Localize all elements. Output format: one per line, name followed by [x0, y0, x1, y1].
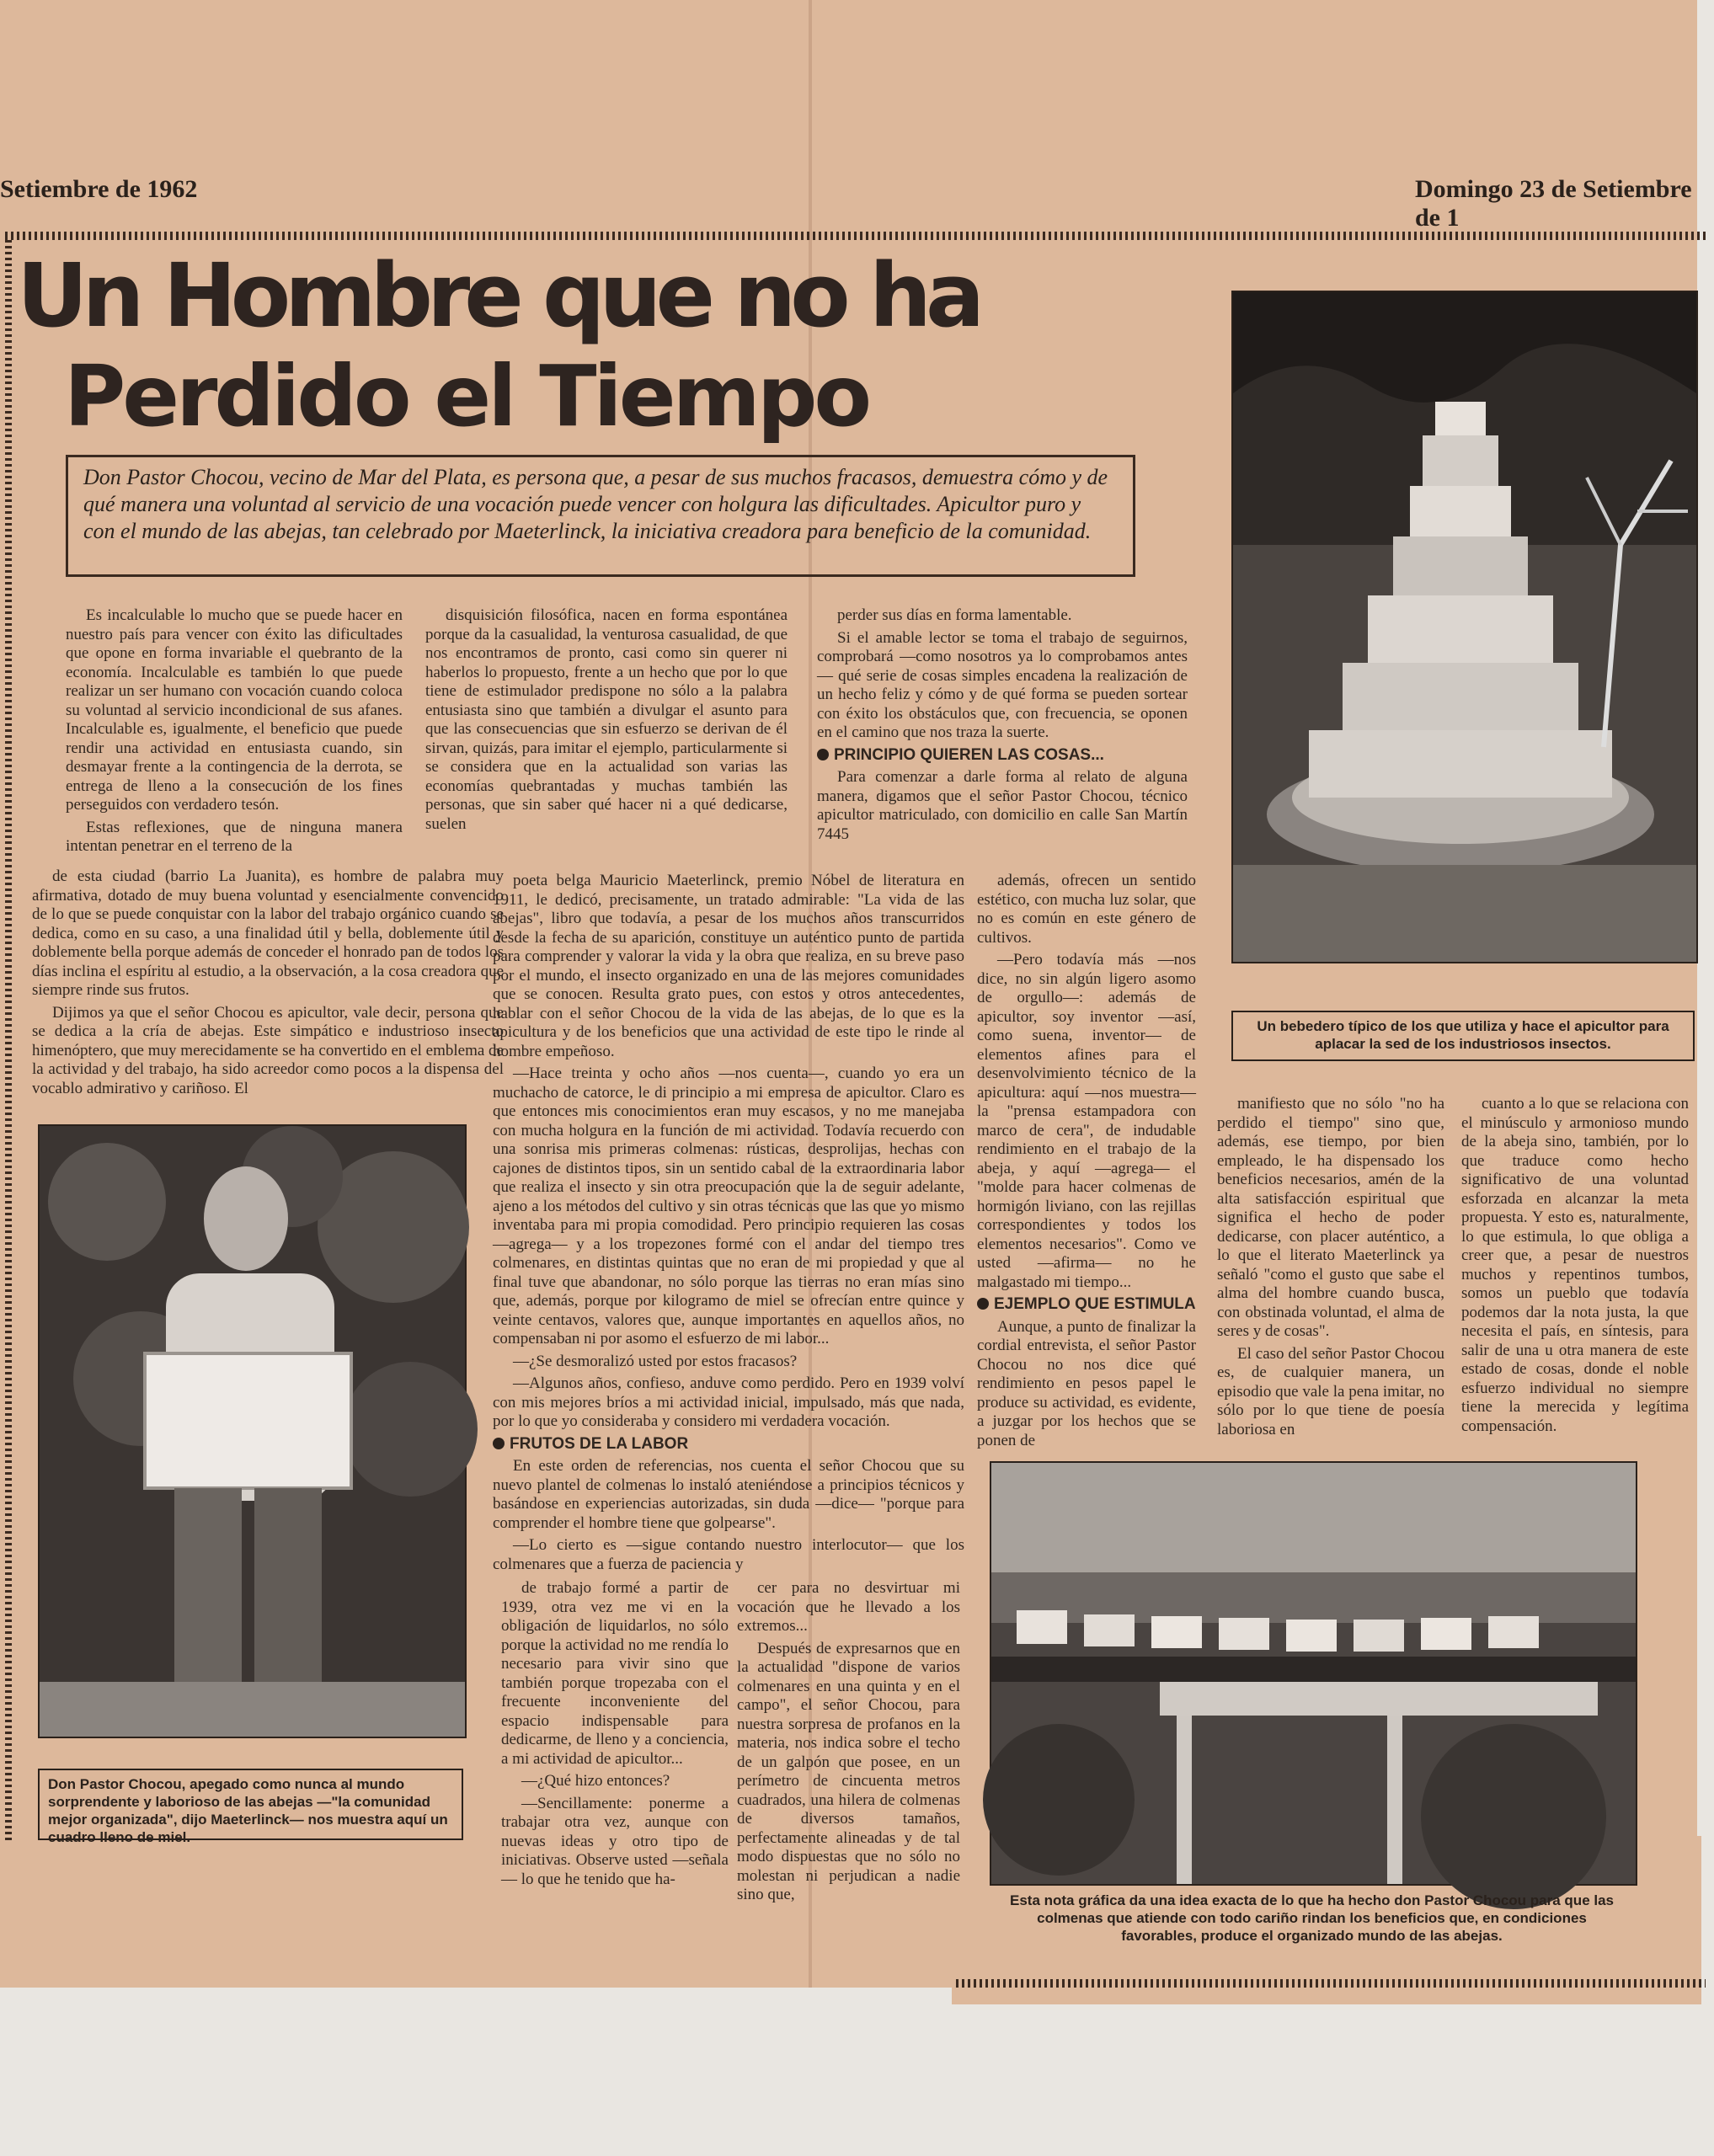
- paragraph: Es incalculable lo mucho que se puede hacer en nuestro país para vencer con éxito las dificultades que opone en forma invariable el quebranto de la economía. Incalculable es también lo que puede realizar un ser humano con vocación cuando coloca su voluntad al servicio incondicional de sus afanes. Incalculable es, igualmente, el beneficio que puede rendir una actividad en entusiasta cuando, sin desmayar frente a la contingencia de la derrota, se entrega de lleno a la consecución de los fines perseguidos con verdadero tesón.: [66, 606, 403, 814]
- bullet-icon: [493, 1438, 505, 1449]
- photo-bebedero: [1231, 291, 1698, 963]
- paragraph: Para comenzar a darle forma al relato de alguna manera, digamos que el señor Pastor Chocou, técnico apicultor matriculado, con domicilio en calle San Martín 7445: [817, 768, 1188, 843]
- paragraph: de esta ciudad (barrio La Juanita), es hombre de palabra muy afirmativa, dotado de muy buena voluntad y esencialmente convencido de lo que se puede conquistar con la labor del trabajo orgánico cuando se dedica, como en su caso, a una finalidad útil y bella, doblemente útil y doblemente bella porque además de conceder el honrado pan de todos los días inclina el espíritu al estudio, a la observación, a la cosa creadora que siempre rinde sus frutos.: [32, 867, 504, 999]
- article-border-left: [5, 240, 12, 1840]
- paragraph: poeta belga Mauricio Maeterlinck, premio Nóbel de literatura en 1911, le dedicó, precisamente, un tratado admirable: "La vida de las abejas", libro que todavía, a pesar de los muchos años transcurridos desde la fecha de su aparición, constituye un auténtico punto de partida para comprender y valorar la vida y la obra que realiza, en su breve paso por el mundo, el insecto organizado en una de las mejores comunidades que se conocen. Resulta grato pues, con estos y otros antecedentes, hablar con el señor Chocou de la vida de las abejas, de lo que es la apicultura y de los beneficios que una actividad de este tipo le rinde al hombre empeñoso.: [493, 872, 964, 1060]
- bebedero-illustration: [1233, 292, 1696, 962]
- paragraph: —Algunos años, confieso, anduve como perdido. Pero en 1939 volví con mis mejores bríos a mi actividad inicial, impulsado, más que nada, por lo que yo consideraba y considero mi verdadera vocación.: [493, 1374, 964, 1430]
- paragraph: además, ofrecen un sentido estético, con mucha luz solar, que no es común en este género de cultivos.: [977, 872, 1196, 947]
- paragraph: Aunque, a punto de finalizar la cordial entrevista, el señor Pastor Chocou no nos dice qué rendimiento en pesos papel le produce su actividad, es evidente, a juzgar por los hechos que se ponen de: [977, 1317, 1196, 1449]
- caption-retrato: Don Pastor Chocou, apegado como nunca al mundo sorprendente y laborioso de las abejas —"la comunidad mejor organizada", dijo Maeterlinck— nos muestra aquí un cuadro lleno de miel.: [38, 1769, 463, 1840]
- bullet-icon: [817, 749, 829, 760]
- paragraph: disquisición filosófica, nacen en forma espontánea porque da la casualidad, la venturosa casualidad, de que nos encontramos de pronto, casi como sin querer ni haberlos lo propuesto, frente a un hecho que por lo que tiene de estimulador predispone no sólo a la palabra entusiasta sino que también a divulgar el asunto para que las consecuencias que sin esfuerzo se derivan de él sirvan, quizás, para imitar el ejemplo, particularmente si se considera que en la actualidad son varias las economías quebrantadas y muchas también las personas, que sin saber qué hacer ni a qué dedicarse, suelen: [425, 606, 788, 833]
- paragraph: —¿Se desmoralizó usted por estos fracasos?: [513, 1352, 798, 1370]
- column-top-1: [66, 606, 403, 855]
- column-mid-e: [1461, 1095, 1689, 1444]
- article-border-bottom: [956, 1979, 1706, 1988]
- paragraph: Estas reflexiones, que de ninguna manera intentan penetrar en el terreno de la: [66, 818, 403, 855]
- paragraph: —Pero todavía más —nos dice, no sin algún ligero asomo de orgullo—: además de apicultor, soy inventor —así, como suena, inventor— de elementos afines para el desenvolvimiento técnico de la apicultura: aquí —nos muestra— la "prensa estampadora con marco de cera", de indudable rendimiento en el trabajo de la abeja, y aquí —agrega— el "molde para hacer colmenas de hormigón liviano, con las rejillas correspondientes y todos los elementos necesarios". Como ve usted —afirma— no he malgastado mi tiempo...: [977, 951, 1196, 1291]
- masthead-date-right: Domingo 23 de Setiembre de 1: [1415, 175, 1692, 232]
- colmenas-illustration: [991, 1463, 1636, 1884]
- headline-line-2: Perdido el Tiempo: [64, 347, 869, 446]
- masthead-date-left: Setiembre de 1962: [0, 175, 198, 203]
- column-lower-g: [737, 1579, 960, 1903]
- column-top-2: [425, 606, 788, 851]
- column-mid-d: [1217, 1095, 1444, 1444]
- photo-retrato: [38, 1124, 467, 1738]
- paragraph: cer para no desvirtuar mi vocación que he llevado a los extremos...: [737, 1579, 960, 1635]
- column-top-3: [817, 606, 1188, 851]
- paragraph: —Hace treinta y ocho años —nos cuenta—, cuando yo era un muchacho de catorce, le di principio a mi empresa de apicultor. Claro es que entonces mis conocimientos eran muy escasos, y no me manejaba con mucha holgura en la función de mi actividad. Todavía recuerdo con una sonrisa mis primeras colmenas: rústicas, desprolijas, hechas con cajones de distintos tipos, sin un sentido cabal de la extraordinaria labor que realiza el insecto y sin otra preocupación que la de seguir adelante, ajeno a los métodos del cultivo y sin otras técnicas que las que yo mismo inventaba para mi propia comodidad. Pero principio requieren las cosas —agrega— y a los tropezones formé con el andar del tiempo tres colmenares, en distintas quintas que no eran de mi propiedad y que al final tuve que abandonar, no sólo porque las tierras no eran mías sino que, además, porque por kilogramo de miel se ofrecían entre quince y veinte centavos, valores que, aunque importantes en aquellos años, no compensaban ni por asomo el esfuerzo de mi labor...: [493, 1065, 964, 1348]
- paragraph: —Sencillamente: ponerme a trabajar otra vez, aunque con nuevas ideas y otro tipo de iniciativas. Observe usted —señala— lo que he tenido que ha-: [501, 1794, 729, 1888]
- caption-bebedero: Un bebedero típico de los que utiliza y hace el apicultor para aplacar la sed de los industriosos insectos.: [1231, 1011, 1695, 1061]
- lede-box: Don Pastor Chocou, vecino de Mar del Plata, es persona que, a pesar de sus muchos fracasos, demuestra cómo y de qué manera una voluntad al servicio de una vocación puede vencer con holgura las dificultades. Apicultor puro y con el mundo de las abejas, tan celebrado por Maeterlinck, la iniciativa creadora para beneficio de la comunidad.: [66, 455, 1135, 577]
- photo-colmenas: [990, 1461, 1637, 1886]
- caption-colmenas: Esta nota gráfica da una idea exacta de lo que ha hecho don Pastor Chocou para que las colmenas que atiende con todo cariño rindan los beneficios que, en condiciones favorables, produce el organizado mundo de las abejas.: [1009, 1892, 1614, 1944]
- paragraph: manifiesto que no sólo "no ha perdido el tiempo" sino que, además, ese tiempo, por bien empleado, le ha dispensado los beneficios necesarios, amén de la alta satisfacción espiritual que significa el hecho de poder dedicarse, con placer auténtico, a lo que el literato Maeterlinck ya señaló "como el gusto que sabe el alma del hombre cuando busca, con obstinada voluntad, el alma de seres y de cosas".: [1217, 1095, 1444, 1340]
- column-mid-a: [32, 867, 504, 1095]
- subhead-principio: PRINCIPIO QUIEREN LAS COSAS...: [817, 746, 1188, 766]
- subhead-frutos: FRUTOS DE LA LABOR: [493, 1435, 964, 1454]
- portrait-illustration: [40, 1126, 465, 1737]
- paragraph: —¿Qué hizo entonces?: [521, 1772, 670, 1790]
- paragraph: En este orden de referencias, nos cuenta el señor Chocou que su nuevo plantel de colmenas lo instaló ateniéndose a principios técnicos y basándose en experiencias autorizadas, sin duda —dice— "porque para comprender el hombre tiene que golpearse".: [493, 1457, 964, 1532]
- article-border-top: [5, 232, 1706, 240]
- paragraph: El caso del señor Pastor Chocou es, de cualquier manera, un episodio que vale la pena imitar, no sólo por lo que tiene de poesía laboriosa en: [1217, 1344, 1444, 1438]
- subhead-ejemplo: EJEMPLO QUE ESTIMULA: [977, 1295, 1196, 1315]
- paragraph: Después de expresarnos que en la actualidad "dispone de varios colmenares en una quinta y en el campo", el señor Chocou, para nuestra sorpresa de profanos en la materia, nos indica sobre el techo de un galpón que posee, en un perímetro de cincuenta metros cuadrados, una hilera de colmenas de diversos tamaños, perfectamente alineadas y de tal modo dispuestas que no sólo no molestan ni perjudican a nadie sino que,: [737, 1639, 960, 1903]
- column-mid-b: [493, 872, 964, 1575]
- paragraph: —Lo cierto es —sigue contando nuestro interlocutor— que los colmenares que a fuerza de paciencia y: [493, 1536, 964, 1573]
- column-mid-c: [977, 872, 1196, 1449]
- paragraph: Dijimos ya que el señor Chocou es apicultor, vale decir, persona que se dedica a la cría de abejas. Este simpático e industrioso insecto himenóptero, que muy merecidamente se ha convertido en el emblema de la actividad y del trabajo, ha sido acreedor como pocos a la dispensa del vocablo admirativo y cariñoso. El: [32, 1003, 504, 1097]
- headline: [17, 244, 1221, 446]
- headline-line-1: Un Hombre que no ha: [17, 244, 980, 347]
- paragraph: de trabajo formé a partir de 1939, otra vez me vi en la obligación de liquidarlos, no sólo porque la actividad no me rendía lo necesario para vivir sino que también porque tropezaba con el frecuente inconveniente del espacio indispensable para dedicarme, de lleno y a conciencia, a mi actividad de apicultor...: [501, 1579, 729, 1768]
- bullet-icon: [977, 1298, 989, 1310]
- column-lower-f: [501, 1579, 729, 1888]
- paragraph: Si el amable lector se toma el trabajo de seguirnos, comprobará —como nosotros ya lo comprobamos antes— qué serie de cosas simples encadena la realización de un hecho feliz y cómo y de qué forma se pueden sortear con éxito los obstáculos que, con frecuencia, se oponen en el camino que nos traza la suerte.: [817, 628, 1188, 741]
- paragraph: cuanto a lo que se relaciona con el minúsculo y armonioso mundo de la abeja sino, también, por lo que traduce como hecho significativo de una voluntad esforzada en alcanzar la meta propuesta. Y esto es, naturalmente, lo que estimula, lo que obliga a creer que, a pesar de nuestros muchos y repentinos tumbos, somos un pueblo que todavía podemos dar la nota justa, la que necesita el país, en síntesis, para salir de una u otra manera de este estado de cosas, donde el noble esfuerzo individual no siempre tiene la merecida y legítima compensación.: [1461, 1095, 1689, 1435]
- paragraph: perder sus días en forma lamentable.: [837, 606, 1072, 624]
